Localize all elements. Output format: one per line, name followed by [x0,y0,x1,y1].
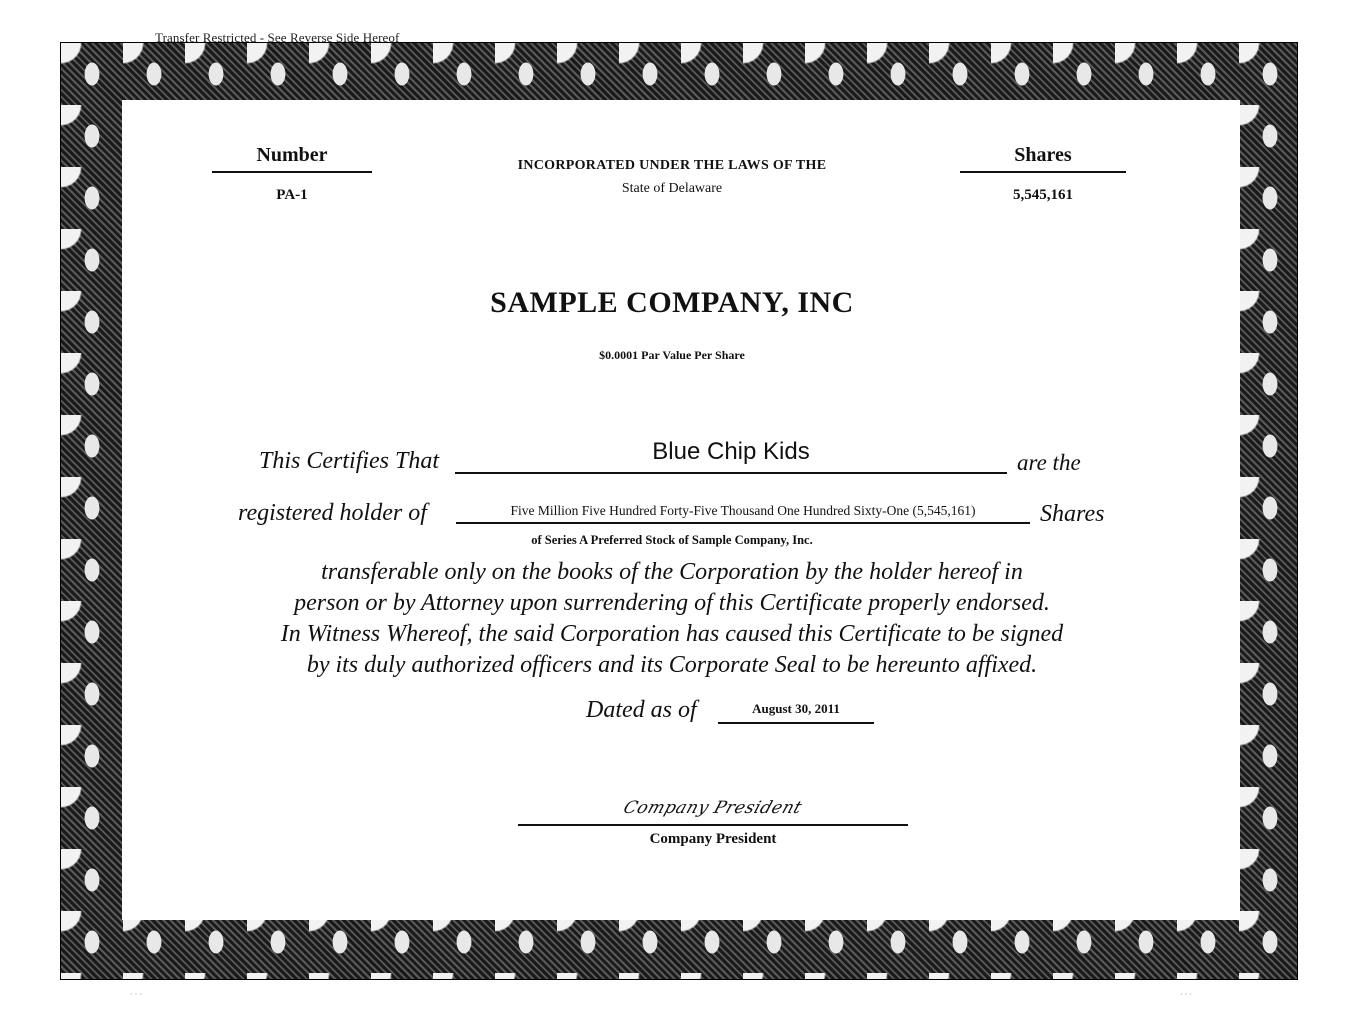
registered-prefix: registered holder of [238,500,427,526]
number-block [212,144,372,204]
dated-value: August 30, 2011 [752,701,840,716]
certificate-number: PA-1 [276,187,308,203]
dated-line [718,700,874,724]
dated-prefix: Dated as of [586,697,697,723]
holder-name-line [455,438,1007,474]
signature-line [518,798,908,826]
shares-in-words: Five Million Five Hundred Forty-Five Thousand One Hundred Sixty-One (5,545,161) [510,503,976,518]
scan-artifact-right: · · · [1180,990,1192,999]
holder-name: Blue Chip Kids [652,438,810,465]
president-signature: Company President [621,798,805,818]
terms-line-4: by its duly authorized officers and its Corporate Seal to be hereunto affixed. [306,652,1038,678]
par-value: $0.0001 Par Value Per Share [599,348,745,362]
shares-label: Shares [960,144,1126,173]
incorporated-line: INCORPORATED UNDER THE LAWS OF THE [517,158,827,173]
shares-count: 5,545,161 [1013,187,1073,203]
terms-line-2: person or by Attorney upon surrendering of this Certificate properly endorsed. [294,590,1050,616]
registered-suffix: Shares [1040,501,1105,527]
certifies-suffix: are the [1017,450,1081,475]
shares-block [960,144,1126,204]
terms-line-1: transferable only on the books of the Corporation by the holder hereof in [321,559,1023,585]
stock-series: of Series A Preferred Stock of Sample Company, Inc. [531,533,813,547]
certificate-body [122,100,1240,920]
number-label: Number [212,144,372,173]
scan-artifact-left: · · · [130,990,142,999]
shares-words-line [456,502,1030,524]
transfer-restriction-legend: Transfer Restricted - See Reverse Side Hereof [155,30,400,45]
company-name: SAMPLE COMPANY, INC [490,286,854,319]
terms-line-3: In Witness Whereof, the said Corporation has caused this Certificate to be signed [280,621,1064,647]
signature-caption: Company President [649,831,777,847]
incorporation-block [462,158,882,197]
certifies-prefix: This Certifies That [259,448,440,474]
state-line: State of Delaware [621,181,723,196]
certificate-terms [122,557,1222,681]
